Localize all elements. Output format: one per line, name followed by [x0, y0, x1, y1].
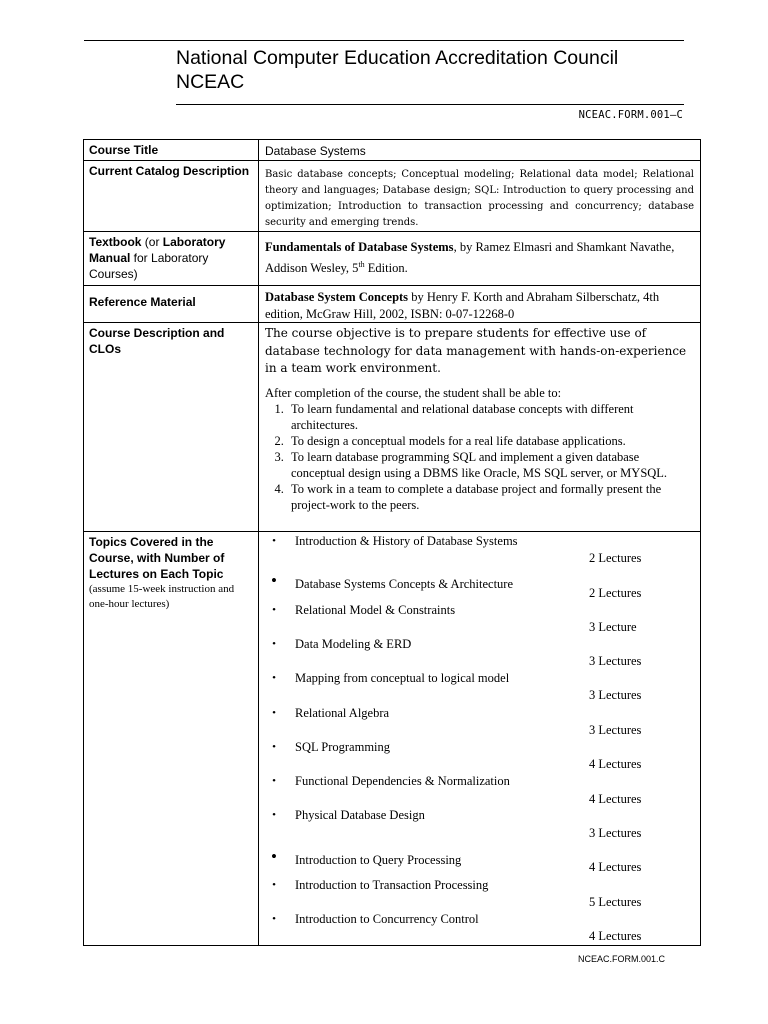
clo-intro: After completion of the course, the student shall be able to:	[265, 385, 562, 400]
value-catalog: Basic database concepts; Conceptual modeling; Relational data model; Relational theory and languages; Database design; SQL: Introduction to query processing and optimization; Introduction to transaction processing and concurrency; database security and emerging trends.	[259, 161, 701, 232]
bullet-icon: •	[272, 604, 276, 616]
row-reference	[84, 286, 701, 323]
bullet-icon: •	[271, 571, 277, 590]
header-rule-top	[84, 40, 684, 41]
value-textbook: Fundamentals of Database Systems, by Ramez Elmasri and Shamkant Navathe, Addison Wesley, 5th Edition.	[259, 232, 701, 286]
list-item: • Data Modeling & ERD 3 Lectures	[265, 637, 694, 638]
label-topics: Topics Covered in the Course, with Number of Lectures on Each Topic (assume 15-week instruction and one-hour lectures)	[84, 532, 259, 946]
bullet-icon: •	[272, 707, 276, 719]
org-acronym: NCEAC	[176, 71, 245, 93]
bullet-icon: •	[272, 672, 276, 684]
row-textbook	[84, 232, 701, 286]
list-item: • SQL Programming 4 Lectures	[265, 740, 694, 741]
row-topics	[84, 532, 701, 946]
topic-list	[265, 534, 694, 944]
list-item: 4. To work in a team to complete a database project and formally present the project-work to the peers.	[287, 481, 694, 513]
list-item: • Relational Model & Constraints 3 Lecture	[265, 603, 694, 604]
row-course-description	[84, 323, 701, 532]
list-item: • Introduction to Concurrency Control 4 Lectures	[265, 912, 694, 913]
list-item: 2. To design a conceptual models for a real life database applications.	[287, 433, 694, 449]
page-title	[176, 46, 618, 94]
list-item: • Mapping from conceptual to logical model 3 Lectures	[265, 671, 694, 672]
bullet-icon: •	[272, 913, 276, 925]
bullet-icon: •	[272, 809, 276, 821]
bullet-icon: •	[272, 775, 276, 787]
list-item: • Database Systems Concepts & Architecture 2 Lectures	[265, 577, 694, 578]
label-catalog: Current Catalog Description	[84, 161, 259, 232]
list-item: • Introduction to Transaction Processing 5 Lectures	[265, 878, 694, 879]
list-item: 1. To learn fundamental and relational database concepts with different architectures.	[287, 401, 694, 433]
reference-title: Database System Concepts	[265, 290, 409, 304]
bullet-icon: •	[272, 879, 276, 891]
list-item: • Relational Algebra 3 Lectures	[265, 706, 694, 707]
bullet-icon: •	[272, 535, 276, 547]
bullet-icon: •	[272, 741, 276, 753]
header-rule-bottom	[176, 104, 684, 105]
bullet-icon: •	[272, 638, 276, 650]
textbook-title: Fundamentals of Database Systems	[265, 240, 454, 254]
course-form-table	[83, 139, 701, 946]
value-course-title: Database Systems	[259, 140, 701, 161]
list-item: • Physical Database Design 3 Lectures	[265, 808, 694, 809]
course-objective: The course objective is to prepare students for effective use of database technology for data management with hands-on-experience in a team work environment.	[265, 326, 687, 375]
clo-list	[265, 401, 694, 513]
footer-form-code: NCEAC.FORM.001.C	[578, 954, 666, 964]
list-item: 3. To learn database programming SQL and implement a given database conceptual design using a DBMS like Oracle, MS SQL server, or MYSQL.	[287, 449, 694, 481]
row-catalog	[84, 161, 701, 232]
org-name: National Computer Education Accreditation Council	[176, 47, 619, 69]
label-reference: Reference Material	[84, 286, 259, 323]
value-topics	[259, 532, 701, 946]
form-code: NCEAC.FORM.001–C	[578, 109, 683, 121]
label-course-description: Course Description and CLOs	[84, 323, 259, 532]
list-item: • Introduction to Query Processing 4 Lectures	[265, 853, 694, 854]
bullet-icon: •	[271, 847, 277, 866]
label-course-title: Course Title	[84, 140, 259, 161]
label-textbook: Textbook (or Laboratory Manual for Laboratory Courses)	[84, 232, 259, 286]
row-course-title	[84, 140, 701, 161]
value-course-description	[259, 323, 701, 532]
list-item: • Introduction & History of Database Systems 2 Lectures	[265, 534, 694, 535]
list-item: • Functional Dependencies & Normalization 4 Lectures	[265, 774, 694, 775]
value-reference: Database System Concepts by Henry F. Korth and Abraham Silberschatz, 4th edition, McGraw Hill, 2002, ISBN: 0-07-12268-0	[259, 286, 701, 323]
